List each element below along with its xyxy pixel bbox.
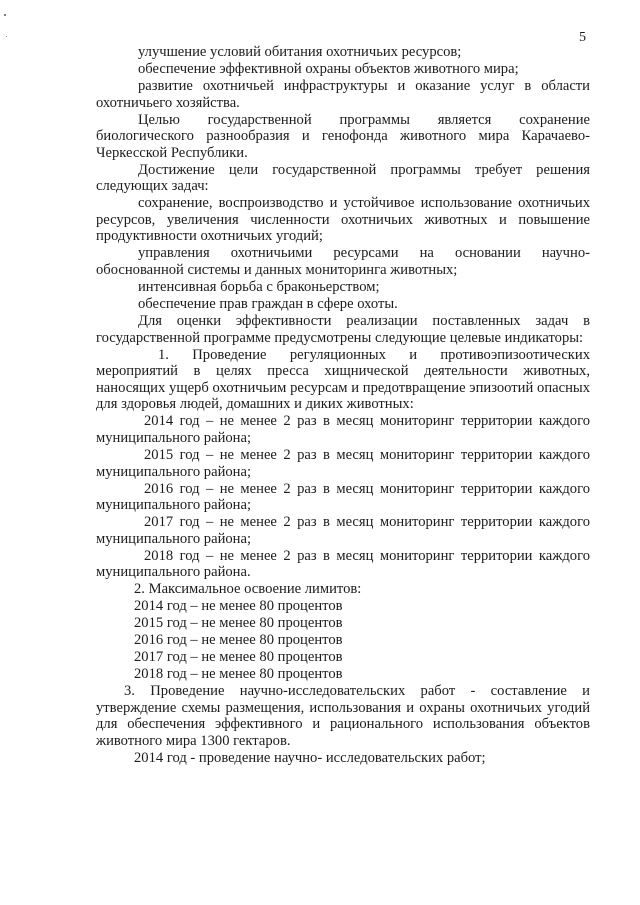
paragraph: 2018 год – не менее 2 раз в месяц мониторинг территории каждого муниципального района. bbox=[96, 547, 590, 581]
paragraph: 2015 год – не менее 80 процентов bbox=[134, 615, 343, 632]
paragraph: обеспечение прав граждан в сфере охоты. bbox=[138, 296, 398, 313]
paragraph: 2017 год – не менее 80 процентов bbox=[134, 649, 343, 666]
scan-speck bbox=[6, 36, 7, 37]
paragraph: управления охотничьими ресурсами на основании научно-обоснованной системы и данных мониторинга животных; bbox=[96, 245, 590, 279]
scan-speck bbox=[4, 14, 6, 16]
paragraph: 3. Проведение научно-исследовательских работ - составление и утверждение схемы размещения, использования и охраны охотничьих угодий для обеспечения эффективного и рационального использования объектов животного мира 1300 гектаров. bbox=[96, 683, 590, 749]
paragraph: развитие охотничьей инфраструктуры и оказание услуг в области охотничьего хозяйства. bbox=[96, 77, 590, 111]
paragraph: 2014 год - проведение научно- исследовательских работ; bbox=[134, 749, 486, 766]
paragraph: 2016 год – не менее 2 раз в месяц мониторинг территории каждого муниципального района; bbox=[96, 480, 590, 514]
paragraph: 2015 год – не менее 2 раз в месяц мониторинг территории каждого муниципального района; bbox=[96, 446, 590, 480]
paragraph: 2014 год – не менее 2 раз в месяц мониторинг территории каждого муниципального района; bbox=[96, 413, 590, 446]
paragraph: обеспечение эффективной охраны объектов животного мира; bbox=[138, 60, 519, 77]
paragraph: Для оценки эффективности реализации поставленных задач в государственной программе предусмотрены следующие целевые индикаторы: bbox=[96, 313, 590, 346]
paragraph: улучшение условий обитания охотничьих ресурсов; bbox=[138, 44, 462, 60]
paragraph: 2017 год – не менее 2 раз в месяц мониторинг территории каждого муниципального района; bbox=[96, 514, 590, 547]
paragraph: 2016 год – не менее 80 процентов bbox=[134, 632, 343, 649]
paragraph: Целью государственной программы является сохранение биологического разнообразия и генофонда животного мира Карачаево-Черкесской Республики. bbox=[96, 111, 590, 161]
paragraph: 2018 год – не менее 80 процентов bbox=[134, 666, 343, 683]
paragraph: 2. Максимальное освоение лимитов: bbox=[134, 581, 362, 598]
page-number: 5 bbox=[579, 30, 586, 45]
paragraph: 1. Проведение регуляционных и противоэпизоотических мероприятий в целях пресса хищнической деятельности животных, наносящих ущерб охотничьим ресурсам и предотвращение эпизоотий опасных для здоровья людей, домашних и диких животных: bbox=[96, 346, 590, 413]
paragraph: сохранение, воспроизводство и устойчивое использование охотничьих ресурсов, увеличения численности охотничьих животных и повышение продуктивности охотничьих угодий; bbox=[96, 195, 590, 245]
document-body bbox=[96, 44, 590, 767]
paragraph: Достижение цели государственной программы требует решения следующих задач: bbox=[96, 161, 590, 195]
paragraph: интенсивная борьба с браконьерством; bbox=[138, 279, 380, 296]
paragraph: 2014 год – не менее 80 процентов bbox=[134, 598, 343, 615]
